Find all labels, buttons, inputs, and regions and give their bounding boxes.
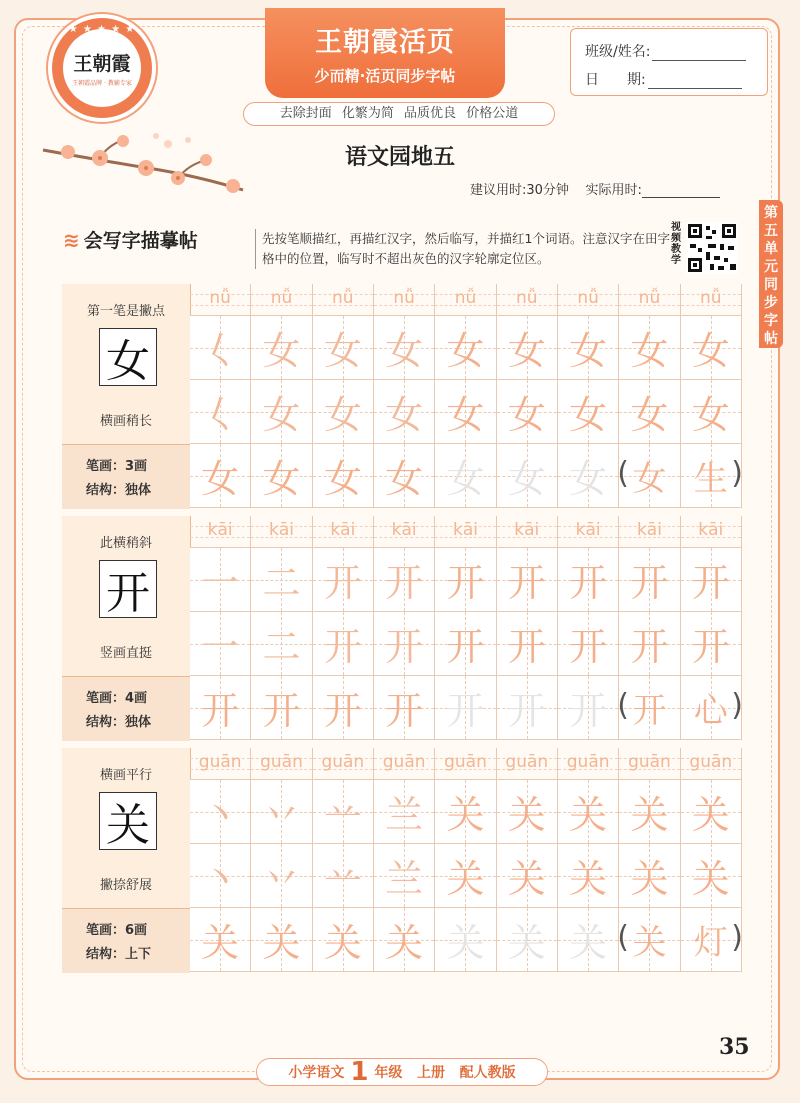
character-block — [62, 748, 742, 972]
trace-character: 关 — [507, 857, 546, 901]
tianzige-cell[interactable] — [681, 316, 742, 380]
stroke-order-row — [190, 844, 742, 908]
tianzige-cell[interactable] — [313, 612, 374, 676]
date-field[interactable] — [648, 74, 742, 89]
open-paren: ( — [617, 456, 630, 491]
practice-cell[interactable] — [190, 444, 251, 508]
tianzige-cell[interactable] — [374, 844, 435, 908]
trace-character: 关 — [507, 793, 546, 837]
word-trace-character: 心 — [693, 691, 728, 731]
tianzige-cell[interactable] — [435, 548, 496, 612]
pinyin-cell[interactable] — [251, 284, 312, 316]
pinyin-cell[interactable] — [619, 516, 680, 548]
pinyin-cell[interactable] — [435, 516, 496, 548]
footer-volume: 上册 — [417, 1065, 446, 1081]
practice-cell[interactable] — [497, 676, 558, 740]
trace-character: 女 — [507, 329, 546, 373]
trace-character: 女 — [385, 457, 424, 501]
trace-character: 女 — [630, 329, 669, 373]
tianzige-cell[interactable] — [190, 316, 251, 380]
character-block — [62, 284, 742, 508]
practice-cell[interactable] — [374, 444, 435, 508]
trace-character: 开 — [446, 561, 485, 605]
class-name-field[interactable] — [652, 46, 746, 61]
page-number: 35 — [719, 1034, 750, 1060]
trace-character: 二 — [262, 561, 301, 605]
practice-cell[interactable] — [251, 676, 312, 740]
pinyin-text: guān — [689, 752, 733, 772]
trace-character: 关 — [446, 857, 485, 901]
tianzige-cell[interactable] — [619, 612, 680, 676]
pinyin-text: nǚ — [516, 288, 538, 308]
tianzige-cell[interactable] — [619, 780, 680, 844]
trace-character: 女 — [446, 393, 485, 437]
pinyin-row — [190, 284, 742, 316]
word-trace-character: 灯 — [693, 923, 728, 963]
practice-cell[interactable] — [313, 908, 374, 972]
stroke-count: 笔画：4画 — [86, 691, 148, 706]
pinyin-text: kāi — [575, 520, 601, 540]
tianzige-cell[interactable] — [558, 612, 619, 676]
practice-row — [190, 444, 742, 508]
tip-bottom: 撇捺舒展 — [99, 878, 152, 893]
footer-grade: 1 — [350, 1057, 369, 1087]
slogan: 去除封面 化繁为简 品质优良 价格公道 — [243, 102, 555, 126]
tianzige-cell[interactable] — [435, 316, 496, 380]
practice-cell[interactable] — [558, 676, 619, 740]
pinyin-cell[interactable] — [190, 284, 251, 316]
pinyin-cell[interactable] — [435, 284, 496, 316]
trace-character: 开 — [507, 625, 546, 669]
trace-character: 开 — [569, 561, 608, 605]
trace-character: 开 — [569, 625, 608, 669]
tianzige-cell[interactable] — [497, 380, 558, 444]
character-block — [62, 516, 742, 740]
trace-character: 开 — [630, 561, 669, 605]
structure: 结构：独体 — [86, 483, 152, 498]
tianzige-cell[interactable] — [558, 380, 619, 444]
footer-edition: 配人教版 — [459, 1065, 516, 1081]
footer-bar — [256, 1058, 548, 1086]
pinyin-cell[interactable] — [681, 748, 742, 780]
outline-character: 女 — [569, 457, 608, 501]
stroke-order-row — [190, 380, 742, 444]
practice-cell[interactable] — [681, 444, 742, 508]
pinyin-text: guān — [321, 752, 365, 772]
tianzige-cell[interactable] — [251, 316, 312, 380]
open-paren: ( — [617, 688, 630, 723]
structure: 结构：上下 — [86, 947, 152, 962]
tianzige-cell[interactable] — [374, 548, 435, 612]
pinyin-cell[interactable] — [681, 284, 742, 316]
footer-grade-label: 年级 — [374, 1065, 403, 1081]
pinyin-cell[interactable] — [374, 516, 435, 548]
pinyin-text: guān — [444, 752, 487, 772]
pinyin-cell[interactable] — [374, 748, 435, 780]
practice-cell[interactable] — [497, 908, 558, 972]
tianzige-cell[interactable] — [190, 380, 251, 444]
trace-character: 䒑 — [323, 793, 362, 837]
model-character: 关 — [99, 792, 157, 850]
trace-character: 女 — [691, 393, 730, 437]
trace-character: 开 — [691, 625, 730, 669]
trace-character: 女 — [507, 393, 546, 437]
pinyin-text: nǚ — [270, 288, 293, 308]
outline-character: 关 — [569, 921, 608, 965]
trace-character: 开 — [507, 561, 546, 605]
tianzige-cell[interactable] — [497, 844, 558, 908]
instruction-text: 先按笔顺描红，再描红汉字，然后临写，并描红1个词语。注意汉字在田字格中的位置，临写时不超出灰色的汉字轮廓定位区。 — [255, 229, 672, 269]
tianzige-cell[interactable] — [681, 380, 742, 444]
trace-character: 开 — [323, 689, 362, 733]
tianzige-cell[interactable] — [374, 612, 435, 676]
trace-character: 开 — [323, 561, 362, 605]
practice-cell[interactable] — [435, 444, 496, 508]
model-character: 开 — [99, 560, 157, 618]
trace-character: 关 — [323, 921, 362, 965]
outline-character: 开 — [507, 689, 546, 733]
pinyin-text: guān — [260, 752, 303, 772]
practice-cell[interactable] — [619, 444, 680, 508]
tianzige-cell[interactable] — [435, 612, 496, 676]
trace-character: 开 — [630, 625, 669, 669]
tianzige-cell[interactable] — [558, 548, 619, 612]
outline-character: 开 — [569, 689, 608, 733]
practice-cell[interactable] — [435, 676, 496, 740]
trace-character: 二 — [262, 625, 301, 669]
trace-character: 丶 — [201, 857, 240, 901]
tianzige-cell[interactable] — [313, 380, 374, 444]
pinyin-cell[interactable] — [251, 748, 312, 780]
trace-character: 开 — [385, 561, 424, 605]
trace-character: 䒑 — [323, 857, 362, 901]
outline-character: 女 — [507, 457, 546, 501]
tianzige-cell[interactable] — [251, 548, 312, 612]
practice-cell[interactable] — [190, 908, 251, 972]
trace-character: 女 — [323, 457, 362, 501]
open-paren: ( — [617, 920, 630, 955]
pinyin-text: guān — [382, 752, 426, 772]
tianzige-cell[interactable] — [619, 548, 680, 612]
pinyin-cell[interactable] — [190, 516, 251, 548]
banner-title: 王朝霞活页 — [315, 27, 455, 58]
close-paren: ) — [731, 456, 743, 491]
model-character: 女 — [99, 328, 157, 386]
pinyin-text: kāi — [698, 520, 724, 540]
outline-character: 女 — [446, 457, 485, 501]
trace-character: 𡿨 — [201, 393, 240, 437]
practice-cell[interactable] — [619, 676, 680, 740]
pinyin-text: kāi — [207, 520, 233, 540]
practice-cell[interactable] — [313, 676, 374, 740]
suggested-time: 建议用时:30分钟 — [470, 183, 569, 198]
close-paren: ) — [731, 920, 743, 955]
trace-character: 女 — [323, 329, 362, 373]
pinyin-text: guān — [628, 752, 671, 772]
pinyin-text: kāi — [330, 520, 356, 540]
practice-cell[interactable] — [558, 444, 619, 508]
stroke-order-row — [190, 548, 742, 612]
pinyin-cell[interactable] — [251, 516, 312, 548]
pinyin-text: nǚ — [577, 288, 599, 308]
pinyin-text: nǚ — [393, 288, 415, 308]
qr-label: 视频教学 — [671, 222, 681, 266]
trace-character: 关 — [446, 793, 485, 837]
tip-bottom: 竖画直挺 — [99, 646, 152, 661]
outline-character: 关 — [446, 921, 485, 965]
stroke-order-row — [190, 780, 742, 844]
trace-character: 关 — [262, 921, 301, 965]
trace-character: 开 — [323, 625, 362, 669]
practice-cell[interactable] — [251, 444, 312, 508]
tianzige-cell[interactable] — [681, 548, 742, 612]
tianzige-cell[interactable] — [313, 780, 374, 844]
tianzige-cell[interactable] — [558, 844, 619, 908]
tip-top: 第一笔是撇点 — [86, 304, 165, 319]
top-banner — [265, 8, 505, 98]
pinyin-text: nǚ — [638, 288, 661, 308]
tianzige-cell[interactable] — [619, 316, 680, 380]
section-header — [63, 226, 198, 253]
trace-character: 开 — [201, 689, 240, 733]
practice-cell[interactable] — [251, 908, 312, 972]
logo-subtitle: 王朝霞品牌 · 教辅专家 — [72, 80, 132, 87]
banner-subtitle: 少而精·活页同步字帖 — [314, 67, 456, 85]
trace-character: 开 — [691, 561, 730, 605]
tianzige-cell[interactable] — [251, 844, 312, 908]
tianzige-cell[interactable] — [497, 316, 558, 380]
trace-character: ⼥ — [262, 329, 301, 373]
brand-logo — [52, 18, 152, 118]
tianzige-cell[interactable] — [435, 380, 496, 444]
tianzige-cell[interactable] — [190, 612, 251, 676]
trace-character: 关 — [691, 857, 730, 901]
word-trace-character: 女 — [632, 459, 667, 499]
tianzige-cell[interactable] — [558, 780, 619, 844]
trace-character: 女 — [446, 329, 485, 373]
pinyin-cell[interactable] — [435, 748, 496, 780]
date-label: 日 期: — [585, 72, 646, 88]
trace-character: 开 — [385, 625, 424, 669]
stroke-count: 笔画：6画 — [86, 923, 148, 938]
tianzige-cell[interactable] — [251, 612, 312, 676]
trace-character: 一 — [201, 625, 240, 669]
tianzige-cell[interactable] — [374, 780, 435, 844]
close-paren: ) — [731, 688, 743, 723]
pinyin-text: kāi — [391, 520, 417, 540]
tianzige-cell[interactable] — [619, 844, 680, 908]
section-title: 会写字描摹帖 — [83, 230, 198, 252]
pinyin-cell[interactable] — [558, 284, 619, 316]
actual-time-label: 实际用时: — [585, 183, 642, 198]
pinyin-cell[interactable] — [313, 748, 374, 780]
logo-text: 王朝霞 — [73, 53, 131, 75]
practice-cell[interactable] — [681, 908, 742, 972]
student-info-box — [570, 28, 768, 96]
character-info — [62, 748, 191, 972]
unit-side-tab: 第五单元同步字帖 — [759, 200, 783, 348]
tianzige-cell[interactable] — [251, 380, 312, 444]
character-info — [62, 284, 191, 508]
tianzige-cell[interactable] — [558, 316, 619, 380]
tianzige-cell[interactable] — [374, 316, 435, 380]
trace-character: 丷 — [262, 857, 301, 901]
tianzige-cell[interactable] — [681, 780, 742, 844]
pinyin-row — [190, 516, 742, 548]
tianzige-cell[interactable] — [190, 548, 251, 612]
tianzige-cell[interactable] — [619, 380, 680, 444]
tianzige-cell[interactable] — [497, 612, 558, 676]
pinyin-text: guān — [198, 752, 242, 772]
practice-row — [190, 676, 742, 740]
pinyin-text: kāi — [636, 520, 662, 540]
tianzige-cell[interactable] — [435, 844, 496, 908]
pinyin-cell[interactable] — [497, 284, 558, 316]
trace-character: 女 — [569, 329, 608, 373]
tip-top: 横画平行 — [99, 768, 152, 783]
pinyin-cell[interactable] — [619, 284, 680, 316]
tianzige-cell[interactable] — [313, 548, 374, 612]
trace-character: 关 — [569, 857, 608, 901]
wave-icon: ≋ — [63, 227, 80, 252]
tianzige-cell[interactable] — [190, 844, 251, 908]
pinyin-cell[interactable] — [497, 748, 558, 780]
practice-cell[interactable] — [374, 908, 435, 972]
trace-character: 开 — [385, 689, 424, 733]
word-trace-character: 开 — [632, 691, 667, 731]
pinyin-cell[interactable] — [619, 748, 680, 780]
tianzige-cell[interactable] — [681, 612, 742, 676]
qr-code-icon[interactable] — [686, 222, 738, 274]
pinyin-text: nǚ — [209, 288, 231, 308]
outline-character: 开 — [446, 689, 485, 733]
trace-character: 兰 — [385, 793, 424, 837]
pinyin-cell[interactable] — [558, 516, 619, 548]
trace-character: 开 — [262, 689, 301, 733]
tianzige-cell[interactable] — [190, 780, 251, 844]
tip-bottom: 横画稍长 — [99, 414, 152, 429]
time-row — [470, 179, 720, 198]
trace-character: 关 — [201, 921, 240, 965]
page-title: 语文园地五 — [344, 144, 455, 170]
trace-character: 兰 — [385, 857, 424, 901]
practice-cell[interactable] — [190, 676, 251, 740]
trace-character: 𡿨 — [201, 329, 240, 373]
practice-cell[interactable] — [619, 908, 680, 972]
star-icon: ★ ★ ★ ★ ★ — [68, 24, 136, 35]
trace-character: 开 — [446, 625, 485, 669]
stroke-order-row — [190, 612, 742, 676]
tianzige-cell[interactable] — [435, 780, 496, 844]
trace-character: 女 — [691, 329, 730, 373]
pinyin-text: nǚ — [454, 288, 477, 308]
pinyin-cell[interactable] — [190, 748, 251, 780]
pinyin-cell[interactable] — [558, 748, 619, 780]
practice-cell[interactable] — [313, 444, 374, 508]
trace-character: 关 — [630, 793, 669, 837]
trace-character: 关 — [569, 793, 608, 837]
word-trace-character: 生 — [693, 459, 728, 499]
pinyin-cell[interactable] — [313, 516, 374, 548]
trace-character: 女 — [201, 457, 240, 501]
practice-cell[interactable] — [435, 908, 496, 972]
practice-grid — [62, 284, 742, 980]
pinyin-cell[interactable] — [313, 284, 374, 316]
trace-character: 女 — [630, 393, 669, 437]
pinyin-text: kāi — [514, 520, 540, 540]
trace-character: 一 — [201, 561, 240, 605]
tianzige-cell[interactable] — [251, 780, 312, 844]
tianzige-cell[interactable] — [313, 316, 374, 380]
practice-cell[interactable] — [681, 676, 742, 740]
pinyin-cell[interactable] — [681, 516, 742, 548]
stroke-count: 笔画：3画 — [86, 459, 148, 474]
trace-character: 女 — [569, 393, 608, 437]
footer-subject: 小学语文 — [288, 1065, 345, 1081]
practice-row — [190, 908, 742, 972]
trace-character: 女 — [385, 329, 424, 373]
practice-cell[interactable] — [374, 676, 435, 740]
stroke-order-row — [190, 316, 742, 380]
pinyin-text: nǚ — [332, 288, 354, 308]
practice-cell[interactable] — [497, 444, 558, 508]
pinyin-text: kāi — [268, 520, 294, 540]
pinyin-cell[interactable] — [497, 516, 558, 548]
trace-character: 丶 — [201, 793, 240, 837]
class-name-label: 班级/姓名: — [585, 44, 651, 60]
trace-character: 关 — [691, 793, 730, 837]
character-info — [62, 516, 191, 740]
pinyin-row — [190, 748, 742, 780]
trace-character: 女 — [323, 393, 362, 437]
tianzige-cell[interactable] — [681, 844, 742, 908]
trace-character: 关 — [630, 857, 669, 901]
structure: 结构：独体 — [86, 715, 152, 730]
tianzige-cell[interactable] — [497, 548, 558, 612]
pinyin-cell[interactable] — [374, 284, 435, 316]
tianzige-cell[interactable] — [313, 844, 374, 908]
trace-character: 女 — [262, 457, 301, 501]
trace-character: ⼥ — [262, 393, 301, 437]
tianzige-cell[interactable] — [374, 380, 435, 444]
pinyin-text: guān — [566, 752, 610, 772]
pinyin-text: nǚ — [700, 288, 722, 308]
trace-character: 关 — [385, 921, 424, 965]
actual-time-field[interactable] — [642, 185, 720, 198]
practice-cell[interactable] — [558, 908, 619, 972]
word-trace-character: 关 — [632, 923, 667, 963]
trace-character: 女 — [385, 393, 424, 437]
tip-top: 此横稍斜 — [99, 536, 152, 551]
pinyin-text: kāi — [452, 520, 478, 540]
tianzige-cell[interactable] — [497, 780, 558, 844]
trace-character: 丷 — [262, 793, 301, 837]
pinyin-text: guān — [505, 752, 549, 772]
outline-character: 关 — [507, 921, 546, 965]
